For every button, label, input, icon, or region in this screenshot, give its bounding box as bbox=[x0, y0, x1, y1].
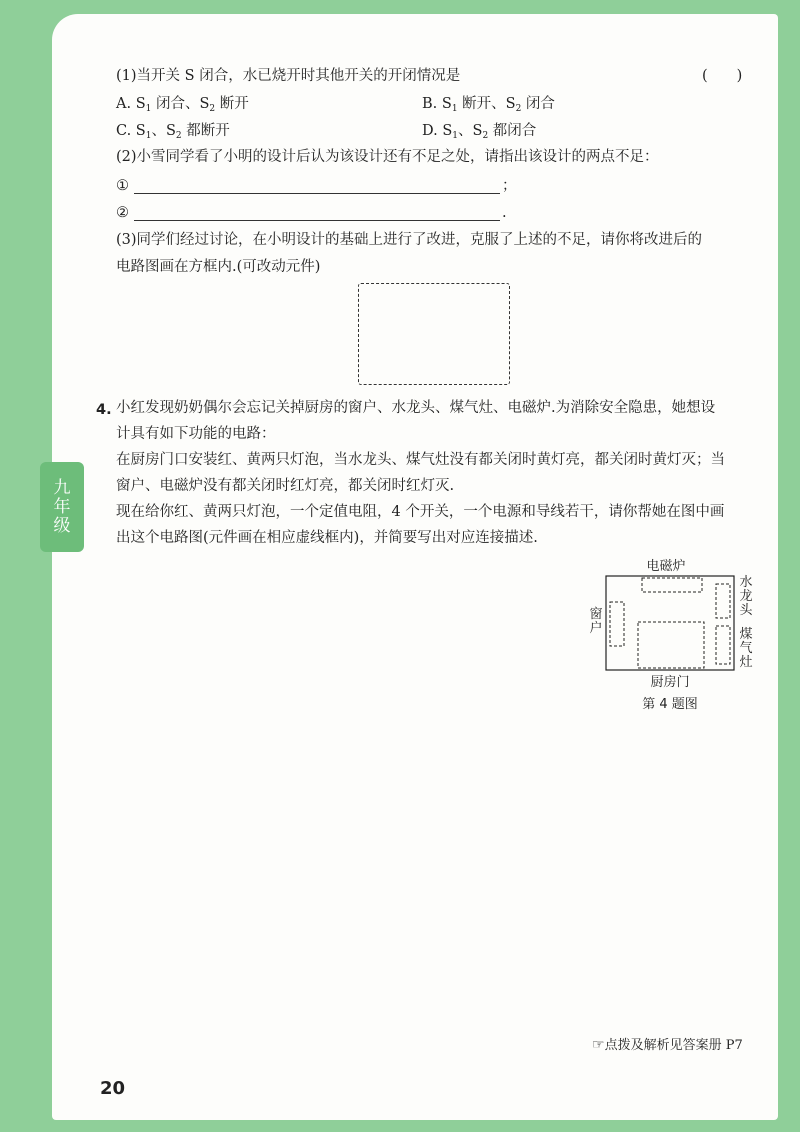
option-letter: B. bbox=[422, 96, 438, 112]
option-text: 闭合、 bbox=[151, 96, 200, 112]
option-text: 闭合 bbox=[521, 96, 555, 112]
q3-sub1-answer-paren[interactable]: ( ) bbox=[702, 68, 743, 84]
diagram-top-label: 电磁炉 bbox=[646, 559, 686, 574]
option-subscript: 1 bbox=[451, 104, 458, 114]
side-tab-char: 年 bbox=[53, 496, 71, 517]
window-box bbox=[610, 602, 624, 646]
q4-line4: 窗户、电磁炉没有都关闭时红灯亮，都关闭时红灯灭. bbox=[116, 478, 455, 494]
q3-sub2-question: (2)小雪同学看了小明的设计后认为该设计还有不足之处，请指出该设计的两点不足： bbox=[116, 149, 659, 165]
q3-option-b[interactable] bbox=[422, 94, 555, 119]
option-letter: A. bbox=[116, 96, 132, 112]
side-tab-char: 级 bbox=[53, 515, 71, 536]
q3-sub3-line1: (3)同学们经过讨论，在小明设计的基础上进行了改进，克服了上述的不足，请你将改进后的 bbox=[116, 232, 703, 248]
option-symbol: S bbox=[441, 96, 452, 112]
option-subscript: 1 bbox=[145, 131, 152, 141]
diagram-caption: 第 4 题图 bbox=[642, 697, 698, 712]
option-text: 、 bbox=[458, 123, 473, 139]
faucet-box bbox=[716, 584, 730, 618]
q4-line2: 计具有如下功能的电路： bbox=[116, 426, 276, 442]
option-symbol: S bbox=[442, 123, 453, 139]
q3-blank1-end: ； bbox=[502, 178, 517, 194]
q3-option-a[interactable] bbox=[116, 94, 249, 119]
option-symbol: S bbox=[165, 123, 176, 139]
option-subscript: 1 bbox=[145, 104, 152, 114]
option-symbol: S bbox=[135, 123, 146, 139]
q3-sub3-line2: 电路图画在方框内.(可改动元件) bbox=[116, 259, 321, 275]
q4-line5: 现在给你红、黄两只灯泡，一个定值电阻，4 个开关，一个电源和导线若干，请你帮她在图中画 bbox=[116, 504, 725, 520]
q4-number: 4. bbox=[96, 402, 112, 418]
q3-blank1-line[interactable] bbox=[134, 193, 500, 194]
option-text: 都断开 bbox=[181, 123, 230, 139]
q3-blank2-end: . bbox=[502, 205, 507, 221]
stove-box bbox=[642, 578, 702, 592]
diagram-right-label-1: 水 bbox=[739, 575, 753, 590]
option-symbol: S bbox=[472, 123, 483, 139]
q3-blank2-line[interactable] bbox=[134, 220, 500, 221]
diagram-right-label-2: 气 bbox=[739, 641, 753, 656]
option-letter: C. bbox=[116, 123, 132, 139]
option-text: 断开、 bbox=[457, 96, 506, 112]
diagram-bottom-label: 厨房门 bbox=[650, 675, 690, 690]
option-subscript: 2 bbox=[175, 131, 182, 141]
option-text: 断开 bbox=[215, 96, 249, 112]
diagram-right-label-2: 灶 bbox=[739, 655, 753, 670]
gas-box bbox=[716, 626, 730, 664]
option-text: 、 bbox=[151, 123, 166, 139]
q4-line3: 在厨房门口安装红、黄两只灯泡，当水龙头、煤气灶没有都关闭时黄灯亮，都关闭时黄灯灭；当 bbox=[116, 452, 725, 468]
option-subscript: 2 bbox=[209, 104, 216, 114]
answer-reference-text: 点拨及解析见答案册 P7 bbox=[604, 1038, 743, 1053]
page-number: 20 bbox=[100, 1078, 126, 1099]
option-subscript: 1 bbox=[452, 131, 458, 141]
grade-side-tab bbox=[40, 462, 84, 552]
center-box bbox=[638, 622, 704, 668]
q3-sub1-question: (1)当开关 S 闭合，水已烧开时其他开关的开闭情况是 bbox=[116, 68, 461, 84]
q3-option-c[interactable] bbox=[116, 121, 230, 146]
kitchen-diagram bbox=[586, 556, 756, 716]
q4-line6: 出这个电路图(元件画在相应虚线框内)，并简要写出对应连接描述. bbox=[116, 530, 538, 546]
option-symbol: S bbox=[505, 96, 516, 112]
side-tab-char: 九 bbox=[53, 477, 71, 498]
circuit-drawing-box[interactable] bbox=[358, 283, 510, 385]
answer-reference bbox=[592, 1034, 743, 1053]
option-text: 都闭合 bbox=[488, 123, 537, 139]
option-subscript: 2 bbox=[515, 104, 522, 114]
option-symbol: S bbox=[199, 96, 210, 112]
q3-option-d[interactable] bbox=[422, 121, 536, 146]
q3-blank1-label: ① bbox=[116, 178, 129, 194]
diagram-right-label-2: 煤 bbox=[739, 627, 753, 642]
option-subscript: 2 bbox=[482, 131, 489, 141]
diagram-right-label-1: 龙 bbox=[739, 589, 753, 604]
kitchen-outline bbox=[606, 576, 734, 670]
diagram-left-label: 窗 bbox=[589, 607, 603, 622]
option-symbol: S bbox=[135, 96, 146, 112]
option-letter: D. bbox=[422, 123, 438, 139]
diagram-left-label: 户 bbox=[589, 621, 603, 636]
q3-blank2-label: ② bbox=[116, 205, 129, 221]
pointing-hand-icon: ☞ bbox=[592, 1037, 605, 1053]
diagram-right-label-1: 头 bbox=[739, 603, 753, 618]
q4-line1: 小红发现奶奶偶尔会忘记关掉厨房的窗户、水龙头、煤气灶、电磁炉.为消除安全隐患，她想设 bbox=[116, 400, 716, 416]
